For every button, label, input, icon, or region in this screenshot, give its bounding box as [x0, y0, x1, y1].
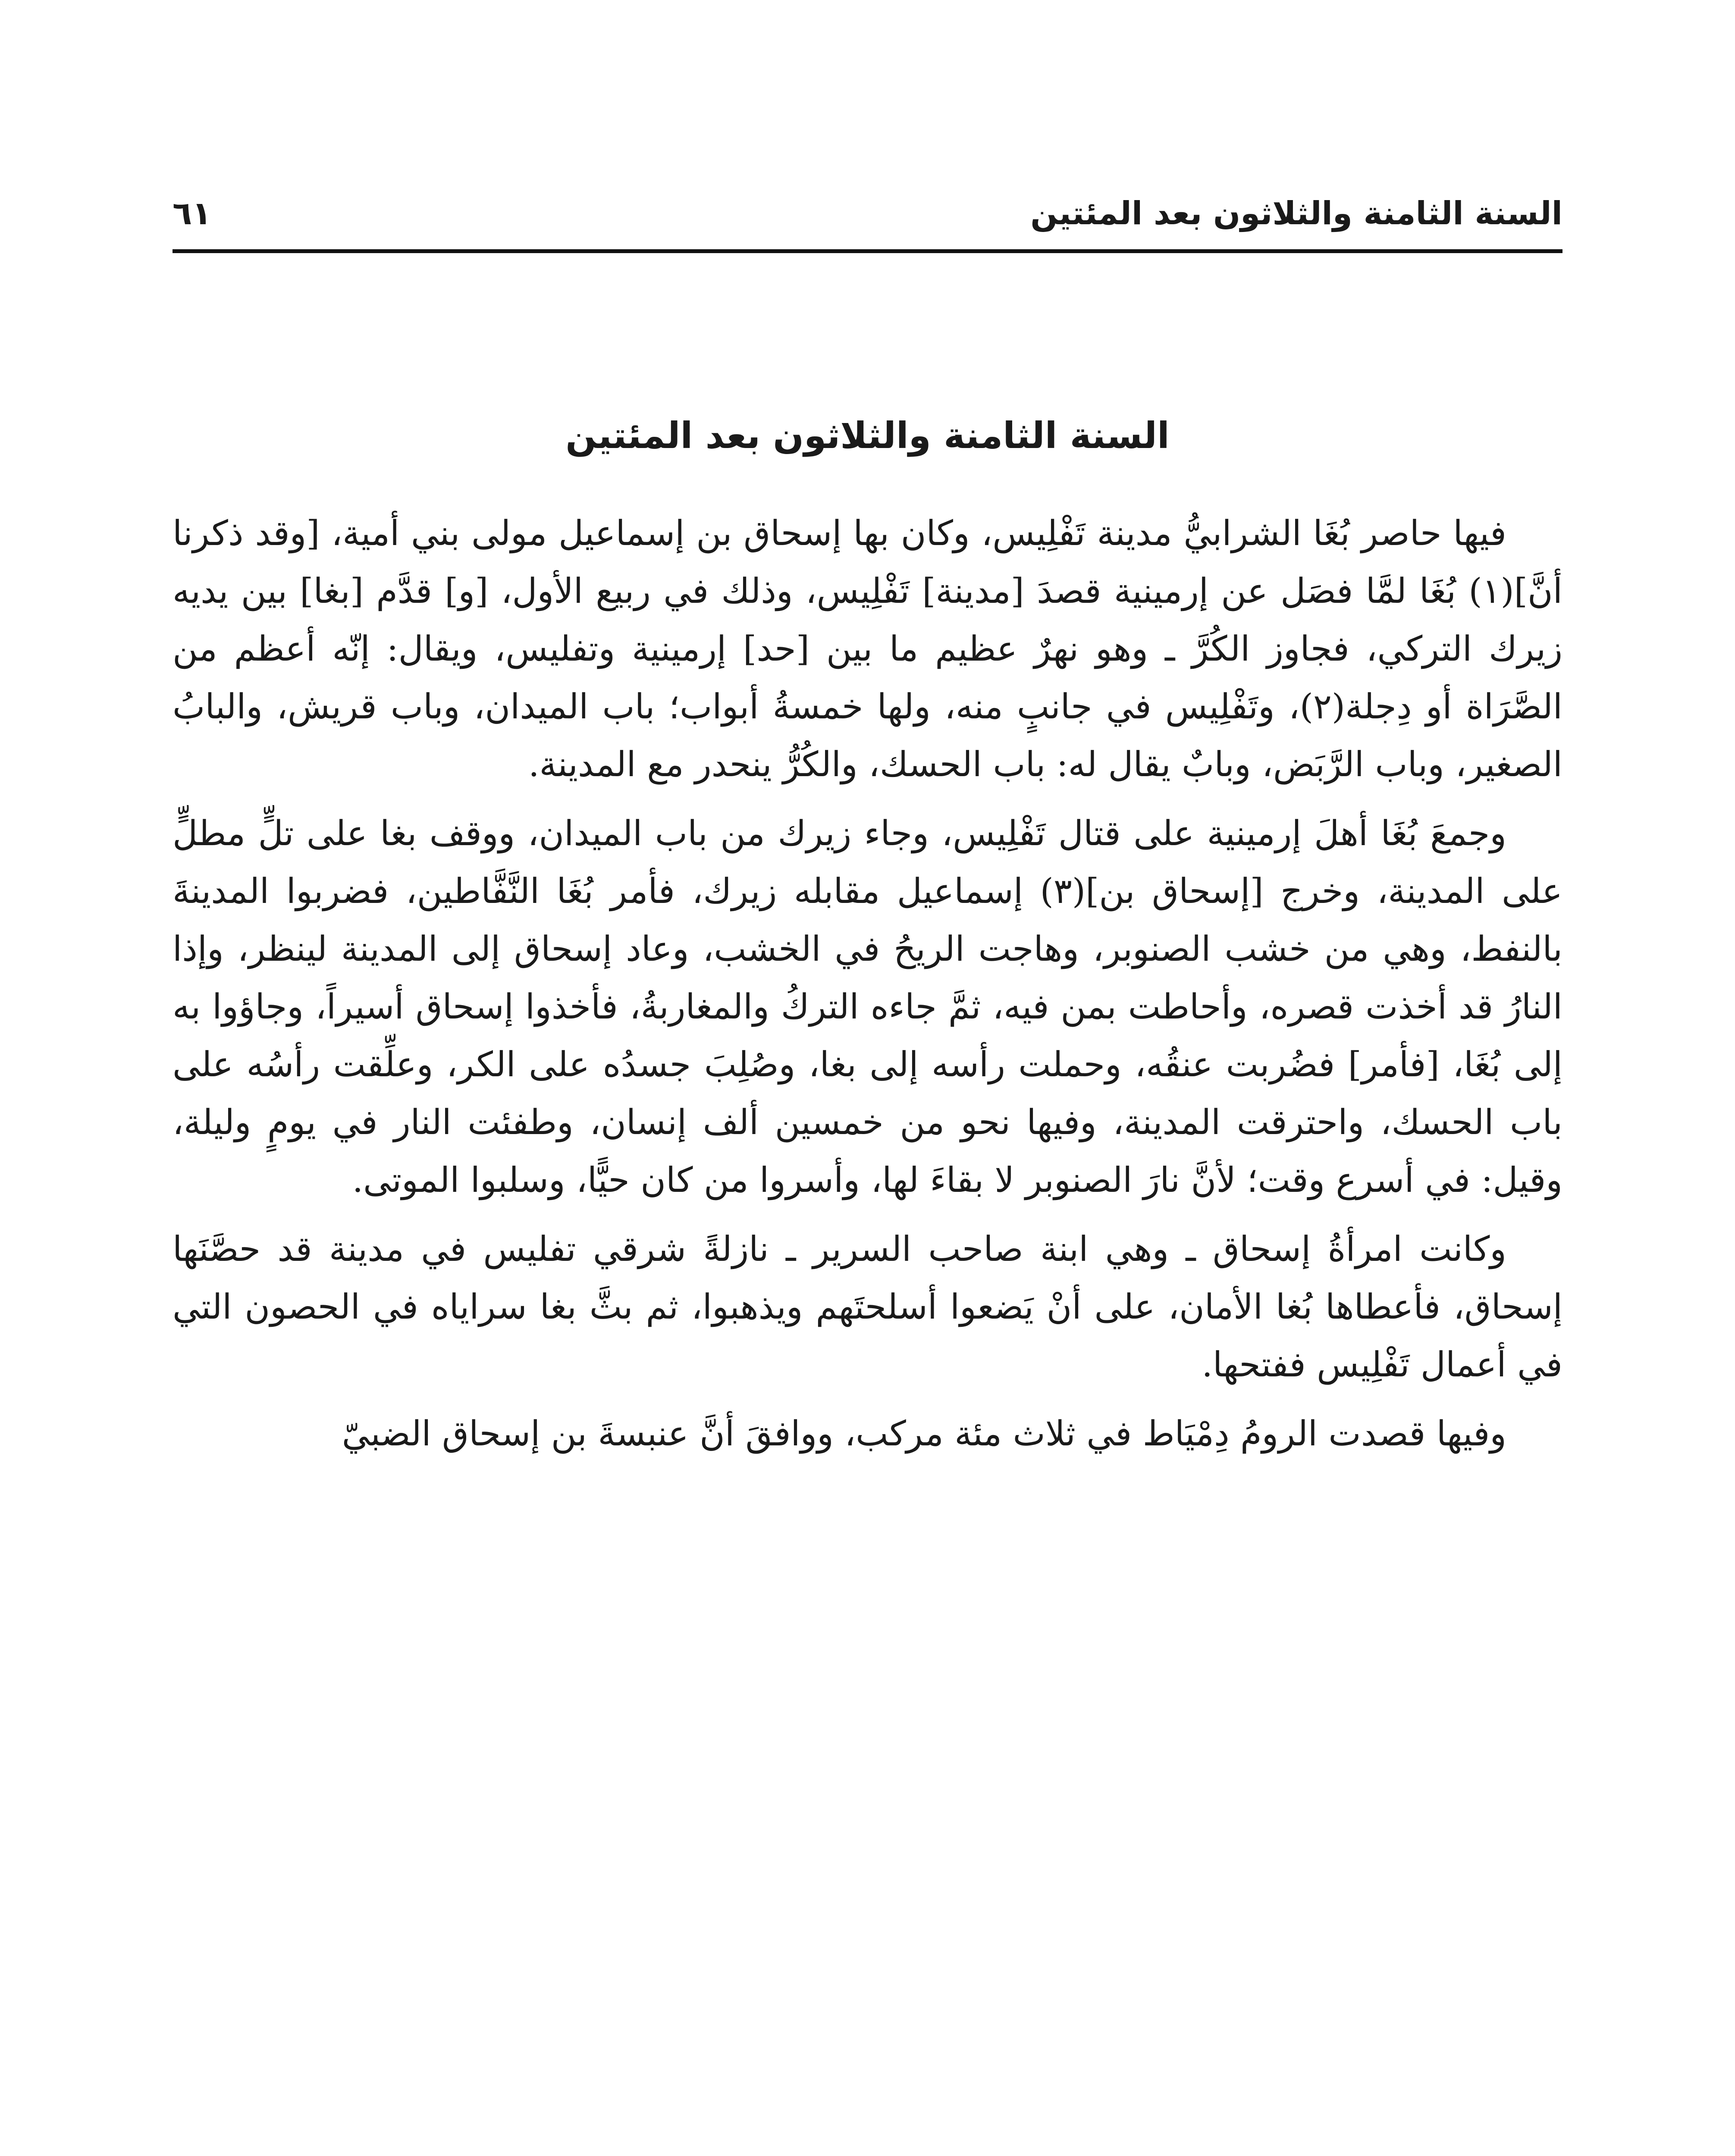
paragraph: وجمعَ بُغَا أهلَ إرمينية على قتال تَفْلِيس، وجاء زيرك من باب الميدان، ووقف بغا على تلٍّ مطلٍّ على المدينة، وخرج [إسحاق بن](٣) إسماعيل مقابله زيرك، فأمر بُغَا النَّفَّاطين، فضربوا المدينةَ بالنفط، وهي من خشب الصنوبر، وهاجت الريحُ في الخشب، وعاد إسحاق إلى المدينة لينظر، وإذا النارُ قد أخذت قصره، وأحاطت بمن فيه، ثمَّ جاءه التركُ والمغاربةُ، فأخذوا إسحاق أسيراً، وجاؤوا به إلى بُغَا، [فأمر] فضُربت عنقُه، وحملت رأسه إلى بغا، وصُلِبَ جسدُه على الكر، وعلِّقت رأسُه على باب الحسك، واحترقت المدينة، وفيها نحو من خمسين ألف إنسان، وطفئت النار في يومٍ وليلة، وقيل: في أسرع وقت؛ لأنَّ نارَ الصنوبر لا بقاءَ لها، وأسروا من كان حيًّا، وسلبوا الموتى. [173, 813, 1562, 1200]
header-divider [173, 249, 1562, 253]
paragraph: وفيها قصدت الرومُ دِمْيَاط في ثلاث مئة مركب، ووافقَ أنَّ عنبسةَ بن إسحاق الضبيّ [342, 1413, 1506, 1454]
paragraph: فيها حاصر بُغَا الشرابيُّ مدينة تَفْلِيس، وكان بها إسحاق بن إسماعيل مولى بني أمية، [وقد ذكرنا أنَّ](١) بُغَا لمَّا فصَل عن إرمينية قصدَ [مدينة] تَفْلِيس، وذلك في ربيع الأول، [و] قدَّم [بغا] بين يديه زيرك التركي، فجاوز الكُرَّ ـ وهو نهرٌ عظيم ما بين [حد] إرمينية وتفليس، ويقال: إنّه أعظم من الصَّرَاة أو دِجلة(٢)، وتَفْلِيس في جانبٍ منه، ولها خمسةُ أبواب؛ باب الميدان، وباب قريش، والبابُ الصغير، وباب الرَّبَض، وبابٌ يقال له: باب الحسك، والكُرُّ ينحدر مع المدينة. [173, 513, 1563, 784]
body-text [173, 505, 1562, 1474]
page-number: ٦١ [173, 195, 212, 232]
chapter-title: السنة الثامنة والثلاثون بعد المئتين [565, 414, 1170, 457]
paragraph: وكانت امرأةُ إسحاق ـ وهي ابنة صاحب السرير ـ نازلةً شرقي تفليس في مدينة قد حصَّنَها إسحاق، فأعطاها بُغا الأمان، على أنْ يَضعوا أسلحتَهم ويذهبوا، ثم بثَّ بغا سراياه في الحصون التي في أعمال تَفْلِيس ففتحها. [173, 1229, 1563, 1385]
running-title: السنة الثامنة والثلاثون بعد المئتين [1030, 195, 1562, 232]
running-header [173, 185, 1562, 241]
